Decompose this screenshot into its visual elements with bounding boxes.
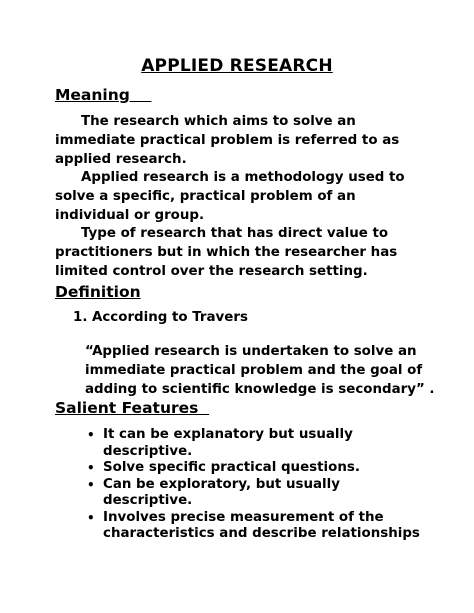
bullet-icon: • [87, 477, 95, 492]
salient-features-heading: Salient Features [55, 399, 210, 417]
feature-text: Solve specific practical questions. [103, 460, 360, 475]
feature-text: Involves precise measurement of the characteristics and describe relationships [103, 509, 420, 541]
definition-list-item [73, 310, 248, 325]
meaning-paragraph-3: Type of research that has direct value to practitioners but in which the researcher has limited control over the research setting. [55, 226, 398, 279]
feature-text: Can be exploratory, but usually descriptive. [103, 476, 340, 508]
meaning-paragraph-1: The research which aims to solve an immediate practical problem is referred to as applied research. [55, 114, 400, 167]
list-item [87, 460, 427, 477]
list-item [87, 477, 427, 510]
definition-quote: “Applied research is undertaken to solve an immediate practical problem and the goal of adding to scientific knowledge is secondary” . [85, 344, 435, 397]
definition-heading: Definition [55, 283, 141, 301]
bullet-icon: • [87, 510, 95, 525]
list-item [87, 427, 427, 460]
meaning-paragraph-2: Applied research is a methodology used to solve a specific, practical problem of an individual or group. [55, 170, 405, 223]
meaning-heading: Meaning [55, 86, 152, 104]
list-number: 1. [73, 310, 88, 325]
definition-source-label: According to Travers [92, 310, 248, 325]
bullet-icon: • [87, 428, 95, 442]
feature-text: It can be explanatory but usually descriptive. [103, 427, 353, 459]
salient-features-list [87, 427, 427, 543]
list-item [87, 510, 427, 543]
document-title: APPLIED RESEARCH [141, 56, 333, 76]
bullet-icon: • [87, 461, 95, 475]
